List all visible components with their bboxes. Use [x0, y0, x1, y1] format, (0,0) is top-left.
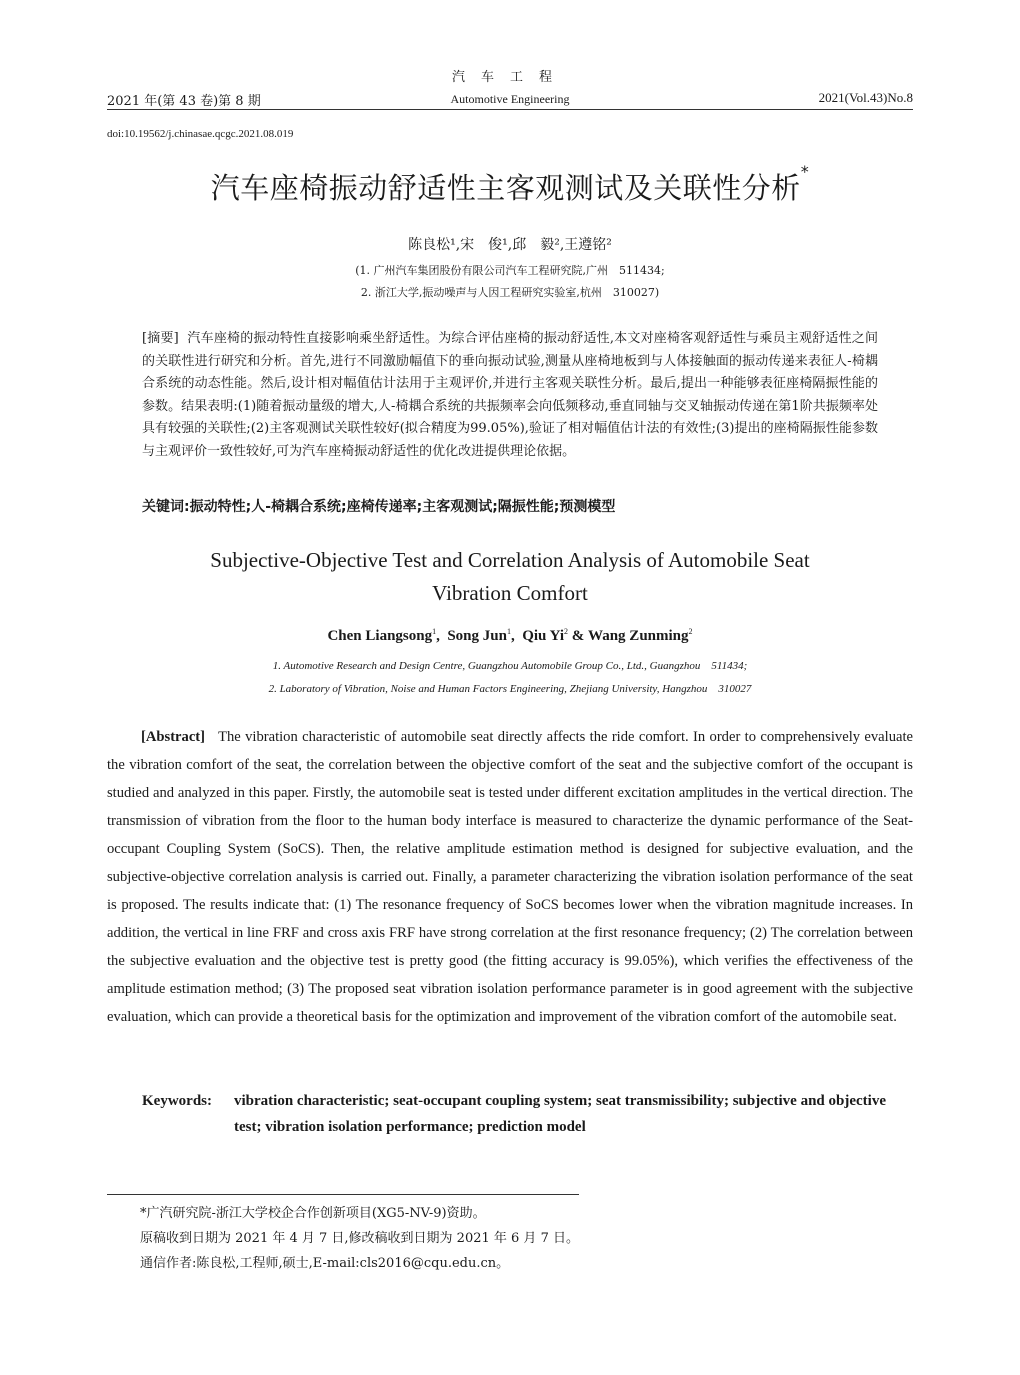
author-2-affil: 1	[506, 627, 511, 636]
footnote-correspondence: 通信作者:陈良松,工程师,硕士,E-mail:cls2016@cqu.edu.cn。	[140, 1256, 510, 1271]
author-2: Song Jun	[447, 628, 507, 644]
footnote-dates: 原稿收到日期为 2021 年 4 月 7 日,修改稿收到日期为 2021 年 6 月 7 日。	[140, 1231, 579, 1246]
abstract-cn-text: 汽车座椅的振动特性直接影响乘坐舒适性。为综合评估座椅的振动舒适性,本文对座椅客观舒适性与乘员主观舒适性之间的关联性进行研究和分析。首先,进行不同激励幅值下的垂向振动试验,测量从座椅地板到与人体接触面的振动传递来表征人-椅耦合系统的动态性能。然后,设计相对幅值估计法用于主观评价,并进行主客观关联性分析。最后,提出一种能够表征座椅隔振性能的参数。结果表明:(1)随着振动量级的增大,人-椅耦合系统的共振频率会向低频移动,垂直同轴与交叉轴振动传递在第1阶共振频率处具有较强的关联性;(2)主客观测试关联性较好(拟合精度为99.05%),验证了相对幅值估计法的有效性;(3)提出的座椅隔振性能参数与主观评价一致性较好,可为汽车座椅振动舒适性的优化改进提供理论依据。	[142, 331, 878, 459]
keywords-en-label: Keywords:	[142, 1093, 212, 1109]
issue-info-cn: 2021 年(第 43 卷)第 8 期	[107, 94, 261, 109]
author-1-affil: 1	[432, 627, 437, 636]
doi: doi:10.19562/j.chinasae.qcgc.2021.08.019	[107, 128, 294, 140]
footnote-funding: *广汽研究院-浙江大学校企合作创新项目(XG5-NV-9)资助。	[140, 1206, 486, 1221]
keywords-en	[142, 1088, 913, 1140]
title-cn-footnote-mark: *	[800, 162, 810, 181]
author-4: Wang Zunming	[588, 628, 689, 644]
abstract-en-text: The vibration characteristic of automobile seat directly affects the ride comfort. In order to comprehensively evaluate the vibration comfort of the seat, the correlation between the objective comfort of the seat and the subjective comfort of the occupant is studied and analyzed in this paper. Firstly, the automobile seat is tested under different excitation amplitudes in the vertical direction. The transmission of vibration from the floor to the human body interface is measured to characterize the dynamic performance of the Seat-occupant Coupling System (SoCS). Then, the relative amplitude estimation method is designed for subjective evaluation, and the subjective-objective correlation analysis is carried out. Finally, a parameter characterizing the vibration isolation performance of the seat is proposed. The results indicate that: (1) The resonance frequency of SoCS becomes lower when the vibration magnitude increases. In addition, the vertical in line FRF and cross axis FRF have strong correlation at the first resonance frequency; (2) The correlation between the subjective evaluation and the objective test is pretty good (the fitting accuracy is 99.05%), which verifies the effectiveness of the amplitude estimation method; (3) The proposed seat vibration isolation performance parameter is in good agreement with the subjective evaluation, which can provide a theoretical basis for the optimization and improvement of the vibration comfort of the automobile seat.	[107, 729, 913, 1025]
author-amp: &	[571, 628, 585, 644]
author-3-affil: 2	[564, 627, 569, 636]
author-3: Qiu Yi	[522, 628, 565, 644]
author-1: Chen Liangsong	[327, 628, 433, 644]
footnote-rule	[107, 1194, 579, 1195]
title-cn-text: 汽车座椅振动舒适性主客观测试及关联性分析	[210, 171, 801, 205]
authors-en	[0, 627, 1020, 645]
title-cn	[0, 162, 1020, 207]
affiliation-en-1: 1. Automotive Research and Design Centre, Guangzhou Automobile Group Co., Ltd., Guangzhou 511434;	[272, 660, 748, 672]
journal-name-cn: 汽车工程	[451, 70, 568, 85]
keywords-cn: 关键词:振动特性;人-椅耦合系统;座椅传递率;主客观测试;隔振性能;预测模型	[142, 499, 616, 515]
author-sep-2: ,	[510, 628, 515, 644]
abstract-cn	[142, 328, 878, 463]
keywords-en-text: vibration characteristic; seat-occupant coupling system; seat transmissibility; subjective and objective test; vibration isolation performance; prediction model	[234, 1093, 887, 1135]
authors-cn: 陈良松¹,宋 俊¹,邱 毅²,王遵铭²	[408, 237, 612, 253]
abstract-en-label: [Abstract]	[141, 729, 206, 745]
affiliation-cn-1: (1. 广州汽车集团股份有限公司汽车工程研究院,广州 511434;	[355, 264, 665, 277]
journal-name-en: Automotive Engineering	[450, 92, 570, 106]
issue-info-en: 2021(Vol.43)No.8	[818, 90, 913, 105]
abstract-cn-label: [摘要]	[142, 331, 179, 346]
title-en	[0, 544, 1020, 610]
author-4-affil: 2	[688, 627, 693, 636]
affiliation-cn-2: 2. 浙江大学,振动噪声与人因工程研究实验室,杭州 310027)	[360, 286, 660, 299]
title-en-text: Subjective-Objective Test and Correlation Analysis of Automobile Seat Vibration Comfort	[210, 548, 810, 605]
header-rule	[107, 109, 913, 110]
affiliation-en-2: 2. Laboratory of Vibration, Noise and Human Factors Engineering, Zhejiang University, Hangzhou 310027	[268, 683, 752, 695]
abstract-en	[107, 723, 913, 1031]
author-sep-1: ,	[436, 628, 440, 644]
